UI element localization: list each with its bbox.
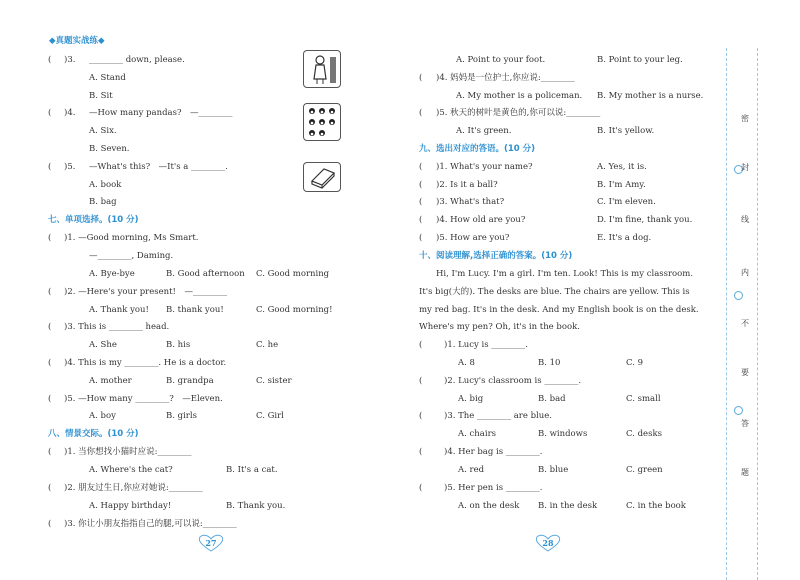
question-text: )1. —Good morning, Ms Smart. bbox=[64, 233, 199, 243]
option-c: C. Good morning bbox=[256, 269, 330, 279]
option-a: A. Point to your foot. bbox=[456, 55, 546, 65]
question-text-2: —________, Daming. bbox=[89, 251, 174, 261]
option-a: A. book bbox=[89, 180, 122, 190]
answer-text: C. I'm eleven. bbox=[597, 197, 656, 207]
seal-char: 题 bbox=[741, 468, 749, 477]
paren: ( bbox=[48, 162, 52, 172]
option-a: A. Thank you! bbox=[89, 305, 149, 315]
paren: ( bbox=[48, 108, 52, 118]
option-b: B. bad bbox=[538, 394, 566, 404]
section-9-title: 九、选出对应的答语。(10 分) bbox=[419, 144, 536, 154]
paren: ( bbox=[419, 233, 423, 243]
option-b: B. girls bbox=[166, 411, 197, 421]
option-b: B. blue bbox=[538, 465, 569, 475]
question-text: )1. Lucy is ________. bbox=[444, 340, 528, 350]
paren: ( bbox=[48, 287, 52, 297]
paren: ( bbox=[419, 340, 423, 350]
question-text: )2. —Here's your present! —________ bbox=[64, 287, 227, 297]
question-text: —What's this? —It's a ________. bbox=[89, 162, 228, 172]
option-a: A. Where's the cat? bbox=[89, 465, 173, 475]
paren: ( bbox=[419, 162, 423, 172]
option-a: A. boy bbox=[89, 411, 116, 421]
option-c: C. desks bbox=[626, 429, 662, 439]
option-b: B. Seven. bbox=[89, 144, 130, 154]
question-text: )5. 秋天的树叶是黄色的,你可以说:________ bbox=[436, 108, 601, 118]
section-7-title: 七、单项选择。(10 分) bbox=[48, 215, 139, 225]
option-a: A. She bbox=[89, 340, 117, 350]
option-c: C. green bbox=[626, 465, 663, 475]
binding-hole bbox=[734, 406, 743, 415]
option-c: C. he bbox=[256, 340, 279, 350]
option-a: A. Six. bbox=[89, 126, 117, 136]
question-text: )5. Her pen is ________. bbox=[444, 483, 543, 493]
book-picture bbox=[303, 162, 341, 192]
option-c: C. Good morning! bbox=[256, 305, 333, 315]
answer-text: B. I'm Amy. bbox=[597, 180, 646, 190]
seal-char: 密 bbox=[741, 114, 749, 123]
page-number-left bbox=[196, 534, 226, 552]
question-text: )4. How old are you? bbox=[436, 215, 526, 225]
option-a: A. mother bbox=[89, 376, 132, 386]
passage-line-1: Hi, I'm Lucy. I'm a girl. I'm ten. Look! This is my classroom. bbox=[436, 269, 694, 279]
seal-char: 答 bbox=[741, 419, 749, 428]
option-b: B. bag bbox=[89, 197, 117, 207]
paren: ( bbox=[419, 215, 423, 225]
question-text: )2. 朋友过生日,你应对她说:________ bbox=[64, 483, 203, 493]
question-text: )4. Her bag is ________. bbox=[444, 447, 543, 457]
paren: ( bbox=[48, 394, 52, 404]
seal-char: 内 bbox=[741, 268, 749, 277]
option-b: B. Point to your leg. bbox=[597, 55, 683, 65]
option-b: B. windows bbox=[538, 429, 588, 439]
option-a: A. Happy birthday! bbox=[89, 501, 172, 511]
paren: ( bbox=[48, 55, 52, 65]
page-number-right bbox=[533, 534, 563, 552]
question-text: )1. 当你想找小猫时应说:________ bbox=[64, 447, 192, 457]
option-b: B. Thank you. bbox=[226, 501, 286, 511]
paren: ( bbox=[48, 447, 52, 457]
question-text: ________ down, please. bbox=[89, 55, 185, 65]
page-number-text: 27 bbox=[205, 538, 217, 548]
option-a: A. It's green. bbox=[456, 126, 512, 136]
option-b: B. thank you! bbox=[166, 305, 224, 315]
paren: ( bbox=[48, 322, 52, 332]
paren: ( bbox=[48, 483, 52, 493]
section-8-title: 八、情景交际。(10 分) bbox=[48, 429, 139, 439]
passage-line-4: Where's my pen? Oh, it's in the book. bbox=[419, 322, 580, 332]
option-b: B. It's a cat. bbox=[226, 465, 278, 475]
question-text: )3. This is ________ head. bbox=[64, 322, 170, 332]
option-a: A. chairs bbox=[458, 429, 496, 439]
seal-char: 要 bbox=[741, 368, 749, 377]
binding-hole bbox=[734, 291, 743, 300]
seal-char: 封 bbox=[741, 163, 749, 172]
answer-text: D. I'm fine, thank you. bbox=[597, 215, 693, 225]
option-b: B. Good afternoon bbox=[166, 269, 245, 279]
option-c: C. sister bbox=[256, 376, 292, 386]
paren: ( bbox=[419, 376, 423, 386]
section-header: ◆真题实战练◆ bbox=[49, 36, 105, 46]
answer-text: E. It's a dog. bbox=[597, 233, 652, 243]
question-num: )3. bbox=[64, 55, 76, 65]
question-text: )5. How are you? bbox=[436, 233, 510, 243]
paren: ( bbox=[419, 180, 423, 190]
option-b: B. Sit bbox=[89, 91, 113, 101]
question-num: )5. bbox=[64, 162, 76, 172]
question-num: )4. bbox=[64, 108, 76, 118]
passage-line-2: It's big(大的). The desks are blue. The chairs are yellow. This is bbox=[419, 287, 690, 297]
paren: ( bbox=[48, 358, 52, 368]
paren: ( bbox=[419, 108, 423, 118]
option-a: A. red bbox=[458, 465, 485, 475]
option-a: A. big bbox=[458, 394, 484, 404]
seal-char: 不 bbox=[741, 319, 749, 328]
option-a: A. 8 bbox=[458, 358, 475, 368]
paren: ( bbox=[419, 483, 423, 493]
option-b: B. his bbox=[166, 340, 191, 350]
seal-dashed-line bbox=[726, 48, 727, 580]
option-c: C. 9 bbox=[626, 358, 644, 368]
answer-text: A. Yes, it is. bbox=[597, 162, 647, 172]
question-text: )4. This is my ________. He is a doctor. bbox=[64, 358, 227, 368]
option-a: A. Bye-bye bbox=[89, 269, 135, 279]
option-c: C. Girl bbox=[256, 411, 284, 421]
option-b: B. in the desk bbox=[538, 501, 598, 511]
option-c: C. in the book bbox=[626, 501, 686, 511]
section-10-title: 十、阅读理解,选择正确的答案。(10 分) bbox=[419, 251, 573, 261]
option-b: B. My mother is a nurse. bbox=[597, 91, 704, 101]
paren: ( bbox=[419, 447, 423, 457]
page-number-text: 28 bbox=[542, 538, 554, 548]
standing-person-picture bbox=[303, 50, 341, 88]
question-text: )3. The ________ are blue. bbox=[444, 411, 552, 421]
pandas-picture bbox=[303, 103, 341, 141]
option-a: A. Stand bbox=[89, 73, 126, 83]
paren: ( bbox=[419, 197, 423, 207]
paren: ( bbox=[48, 519, 52, 529]
option-b: B. 10 bbox=[538, 358, 561, 368]
paren: ( bbox=[419, 411, 423, 421]
paren: ( bbox=[48, 233, 52, 243]
question-text: )3. What's that? bbox=[436, 197, 505, 207]
question-text: )2. Lucy's classroom is ________. bbox=[444, 376, 582, 386]
option-a: A. on the desk bbox=[458, 501, 520, 511]
question-text: —How many pandas? —________ bbox=[89, 108, 233, 118]
seal-dashed-line-2 bbox=[757, 48, 758, 580]
seal-char: 线 bbox=[741, 215, 749, 224]
question-text: )2. Is it a ball? bbox=[436, 180, 498, 190]
question-text: )3. 你让小朋友指指自己的腿,可以说:________ bbox=[64, 519, 237, 529]
question-text: )4. 妈妈是一位护士,你应说:________ bbox=[436, 73, 575, 83]
option-a: A. My mother is a policeman. bbox=[456, 91, 583, 101]
question-text: )1. What's your name? bbox=[436, 162, 533, 172]
option-b: B. grandpa bbox=[166, 376, 214, 386]
paren: ( bbox=[419, 73, 423, 83]
question-text: )5. —How many ________? —Eleven. bbox=[64, 394, 223, 404]
option-b: B. It's yellow. bbox=[597, 126, 655, 136]
passage-line-3: my red bag. It's in the desk. And my English book is on the desk. bbox=[419, 305, 699, 315]
option-c: C. small bbox=[626, 394, 661, 404]
